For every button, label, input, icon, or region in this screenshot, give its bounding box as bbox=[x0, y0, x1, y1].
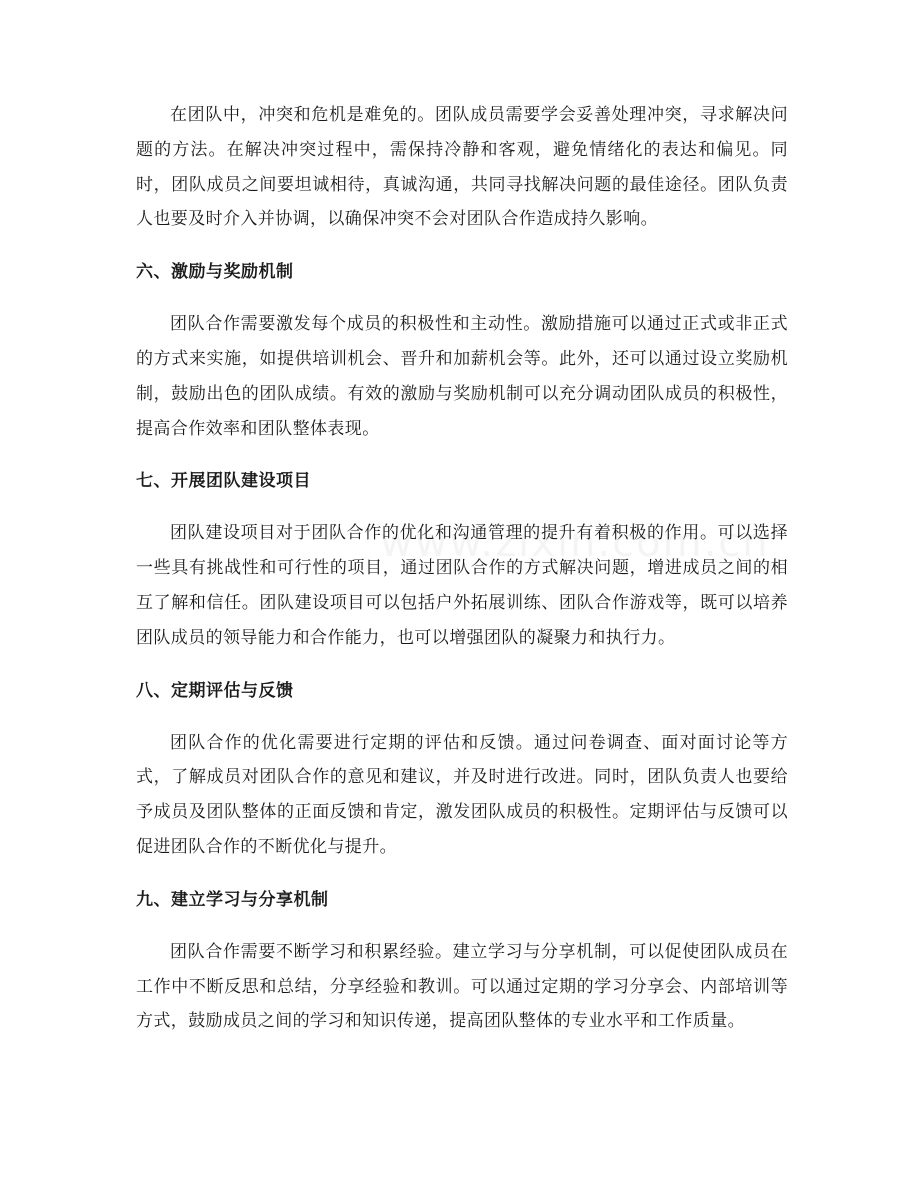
section-heading: 九、建立学习与分享机制 bbox=[136, 889, 329, 910]
section-paragraph: 团队合作需要不断学习和积累经验。建立学习与分享机制，可以促使团队成员在工作中不断反思和总结，分享经验和教训。可以通过定期的学习分享会、内部培训等方式，鼓励成员之间的学习和知识传递，提高团队整体的专业水平和工作质量。 bbox=[136, 941, 788, 1032]
section-heading: 七、开展团队建设项目 bbox=[136, 471, 311, 492]
section-evaluation bbox=[136, 674, 788, 865]
intro-paragraph: 在团队中，冲突和危机是难免的。团队成员需要学会妥善处理冲突，寻求解决问题的方法。在解决冲突过程中，需保持冷静和客观，避免情绪化的表达和偏见。同时，团队成员之间要坦诚相待，真诚沟通，共同寻找解决问题的最佳途径。团队负责人也要及时介入并协调，以确保冲突不会对团队合作造成持久影响。 bbox=[136, 105, 788, 230]
section-paragraph: 团队合作需要激发每个成员的积极性和主动性。激励措施可以通过正式或非正式的方式来实施，如提供培训机会、晋升和加薪机会等。此外，还可以通过设立奖励机制，鼓励出色的团队成绩。有效的激励与奖励机制可以充分调动团队成员的积极性，提高合作效率和团队整体表现。 bbox=[136, 314, 788, 439]
section-team-building bbox=[136, 464, 788, 655]
section-paragraph: 团队建设项目对于团队合作的优化和沟通管理的提升有着积极的作用。可以选择一些具有挑战性和可行性的项目，通过团队合作的方式解决问题，增进成员之间的相互了解和信任。团队建设项目可以包括户外拓展训练、团队合作游戏等，既可以培养团队成员的领导能力和合作能力，也可以增强团队的凝聚力和执行力。 bbox=[136, 523, 788, 648]
section-incentive bbox=[136, 255, 788, 446]
section-learning bbox=[136, 883, 788, 1039]
section-heading: 八、定期评估与反馈 bbox=[136, 680, 294, 701]
section-heading: 六、激励与奖励机制 bbox=[136, 262, 294, 283]
section-paragraph: 团队合作的优化需要进行定期的评估和反馈。通过问卷调查、面对面讨论等方式，了解成员对团队合作的意见和建议，并及时进行改进。同时，团队负责人也要给予成员及团队整体的正面反馈和肯定，激发团队成员的积极性。定期评估与反馈可以促进团队合作的不断优化与提升。 bbox=[136, 732, 788, 857]
